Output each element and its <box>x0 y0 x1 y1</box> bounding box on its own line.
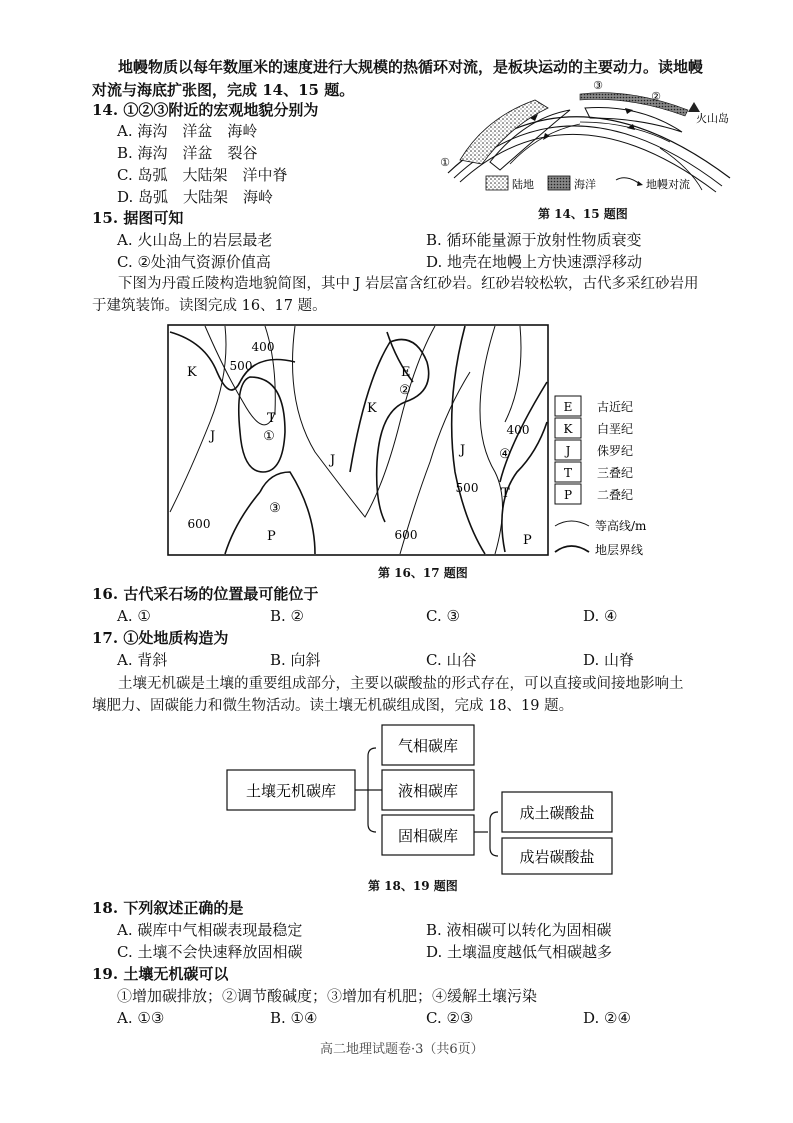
solid-label: 固相碳库 <box>397 827 459 845</box>
q16-option-a: A. ① <box>117 607 151 625</box>
contour-500-a: 500 <box>229 359 253 373</box>
fig-18-19-caption: 第 18、19 题图 <box>368 879 458 893</box>
q19-option-c: C. ②③ <box>426 1009 474 1027</box>
volcanic-island <box>688 102 700 112</box>
contour-600-b: 600 <box>394 528 418 542</box>
contour-500-b: 500 <box>455 481 479 495</box>
q17-option-a: A. 背斜 <box>117 651 168 669</box>
q14-stem: 14. ①②③附近的宏观地貌分别为 <box>92 101 319 119</box>
legend-code-t: T <box>563 466 573 480</box>
rock-carbonate-label: 成岩碳酸盐 <box>519 848 595 866</box>
soil-carbonate-label: 成土碳酸盐 <box>519 804 595 822</box>
q17-option-d: D. 山脊 <box>583 651 635 669</box>
intro-14-line1: 地幔物质以每年数厘米的速度进行大规模的热循环对流，是板块运动的主要动力。读地幔 <box>118 58 704 76</box>
intro-18-line1: 土壤无机碳是土壤的重要组成部分，主要以碳酸盐的形式存在，可以直接或间接地影响土 <box>118 676 684 692</box>
q14-option-d: D. 岛弧 大陆架 海岭 <box>117 188 274 206</box>
stratum-t-1: T <box>267 411 276 426</box>
contour-600-a: 600 <box>187 517 211 531</box>
q19-option-a: A. ①③ <box>117 1009 165 1027</box>
legend-land-swatch <box>486 176 508 190</box>
q18-option-b: B. 液相碳可以转化为固相碳 <box>426 921 612 939</box>
danxia-geology-map <box>165 322 655 562</box>
legend-name-j: 侏罗纪 <box>597 444 634 458</box>
q15-stem: 15. 据图可知 <box>92 209 184 227</box>
stratum-t-2: T <box>501 486 510 501</box>
legend-name-p: 二叠纪 <box>597 488 634 502</box>
q16-stem: 16. 古代采石场的位置最可能位于 <box>92 585 319 603</box>
stratum-p-1: P <box>267 529 276 544</box>
fig-14-15-caption: 第 14、15 题图 <box>538 207 628 221</box>
ocean-layer <box>580 93 688 116</box>
q16-option-d: D. ④ <box>583 607 618 625</box>
q18-option-c: C. 土壤不会快速释放固相碳 <box>117 943 303 961</box>
q17-option-b: B. 向斜 <box>270 651 321 669</box>
q15-option-a: A. 火山岛上的岩层最老 <box>117 231 273 249</box>
q14-option-a: A. 海沟 洋盆 海岭 <box>117 122 258 140</box>
contour-legend-icon <box>555 521 589 526</box>
marker-1: ① <box>440 156 450 169</box>
soil-carbon-diagram <box>220 720 620 875</box>
root-label: 土壤无机碳库 <box>245 782 337 800</box>
stratum-p-2: P <box>523 533 532 548</box>
stratum-k-1: K <box>187 365 197 380</box>
q18-option-a: A. 碳库中气相碳表现最稳定 <box>117 921 303 939</box>
q19-stem: 19. 土壤无机碳可以 <box>92 965 229 983</box>
boundary-legend: 地层界线 <box>595 543 644 557</box>
contour-400-a: 400 <box>251 340 275 354</box>
contour-legend: 等高线/m <box>595 519 647 533</box>
legend-code-k: K <box>563 422 573 436</box>
marker-3: ③ <box>593 79 603 92</box>
intro-18-line2: 壤肥力、固碳能力和微生物活动。读土壤无机碳组成图，完成 18、19 题。 <box>92 698 574 714</box>
q15-option-d: D. 地壳在地幔上方快速漂浮移动 <box>426 253 643 271</box>
q18-option-d: D. 土壤温度越低气相碳越多 <box>426 943 613 961</box>
legend-name-e: 古近纪 <box>597 400 634 414</box>
map-marker-4: ④ <box>499 447 511 462</box>
q19-option-b: B. ①④ <box>270 1009 318 1027</box>
fig-16-17-caption: 第 16、17 题图 <box>378 566 468 580</box>
continent-left <box>460 100 548 164</box>
stratum-j-2: J <box>330 453 336 468</box>
map-marker-3: ③ <box>269 501 281 516</box>
legend-land: 陆地 <box>512 178 534 191</box>
legend-code-j: J <box>565 444 571 458</box>
legend-code-e: E <box>563 400 573 414</box>
legend-code-p: P <box>563 488 573 502</box>
q14-option-b: B. 海沟 洋盆 裂谷 <box>117 144 258 162</box>
legend-name-k: 白垩纪 <box>597 422 634 436</box>
gas-label: 气相碳库 <box>397 737 459 755</box>
q17-stem: 17. ①处地质构造为 <box>92 629 229 647</box>
q18-stem: 18. 下列叙述正确的是 <box>92 899 244 917</box>
legend-flow: 地幔对流 <box>646 178 690 191</box>
map-marker-2: ② <box>399 383 411 398</box>
q16-option-c: C. ③ <box>426 607 460 625</box>
q17-option-c: C. 山谷 <box>426 651 477 669</box>
legend-ocean-swatch <box>548 176 570 190</box>
legend-ocean: 海洋 <box>574 178 596 191</box>
liquid-label: 液相碳库 <box>397 782 459 800</box>
contour-400-b: 400 <box>506 423 530 437</box>
stratum-e-1: E <box>401 365 411 380</box>
island-label: 火山岛 <box>696 112 729 125</box>
marker-2: ② <box>651 90 661 103</box>
boundary-legend-icon <box>555 546 589 552</box>
q19-items: ①增加碳排放；②调节酸碱度；③增加有机肥；④缓解土壤污染 <box>117 987 538 1005</box>
stratum-legend <box>555 396 633 504</box>
q14-option-c: C. 岛弧 大陆架 洋中脊 <box>117 166 288 184</box>
legend-flow-icon <box>616 178 640 184</box>
intro-16-line2: 于建筑装饰。读图完成 16、17 题。 <box>92 298 327 314</box>
map-marker-1: ① <box>263 429 275 444</box>
legend-name-t: 三叠纪 <box>597 466 634 480</box>
intro-14-line2: 对流与海底扩张图，完成 14、15 题。 <box>92 81 355 99</box>
q15-option-b: B. 循环能量源于放射性物质衰变 <box>426 231 642 249</box>
q16-option-b: B. ② <box>270 607 305 625</box>
q19-option-d: D. ②④ <box>583 1009 631 1027</box>
q15-option-c: C. ②处油气资源价值高 <box>117 253 271 271</box>
mantle-convection-figure <box>430 78 750 208</box>
stratum-j-3: J <box>460 443 466 458</box>
intro-16-line1: 下图为丹霞丘陵构造地貌简图，其中 J 岩层富含红砂岩。红砂岩较松软，古代多采红砂岩用 <box>118 276 699 292</box>
page-footer: 高二地理试题卷·3（共6页） <box>320 1042 484 1057</box>
stratum-j-1: J <box>210 429 216 444</box>
stratum-k-2: K <box>367 401 377 416</box>
